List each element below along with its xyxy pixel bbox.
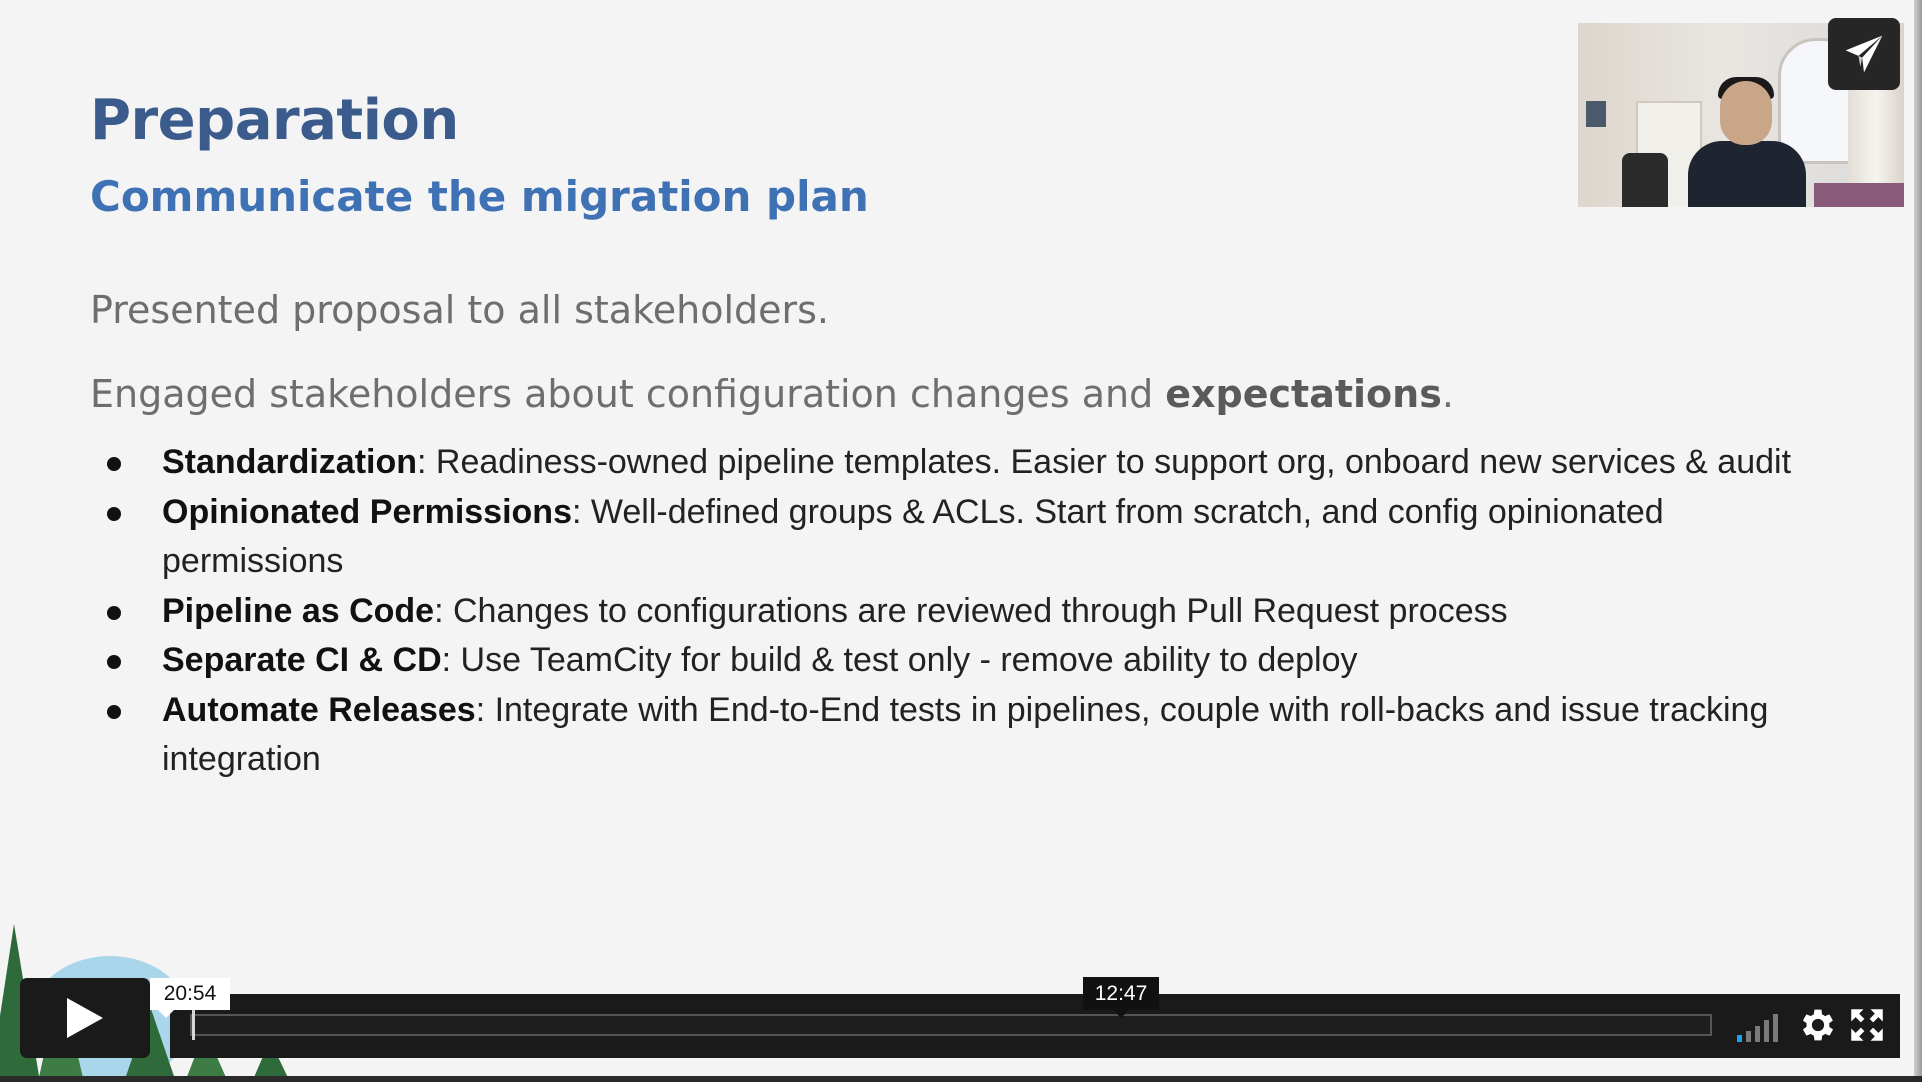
bullet-item: Pipeline as Code: Changes to configurations are reviewed through Pull Request process bbox=[100, 587, 1820, 637]
webcam-picture-frame bbox=[1586, 101, 1606, 127]
bullet-dot bbox=[107, 606, 121, 620]
volume-bar bbox=[1773, 1014, 1778, 1042]
progress-bar[interactable] bbox=[190, 1014, 1712, 1036]
volume-bar bbox=[1764, 1020, 1769, 1042]
frame-edge bbox=[1914, 0, 1922, 1082]
volume-bars-icon[interactable] bbox=[1735, 1008, 1785, 1044]
slide-paragraph: Engaged stakeholders about configuration changes and expectations. bbox=[90, 372, 1454, 416]
bullet-item: Automate Releases: Integrate with End-to-End tests in pipelines, couple with roll-backs and issue tracking integration bbox=[100, 686, 1820, 785]
bullet-dot bbox=[107, 507, 121, 521]
presenter-body bbox=[1688, 141, 1806, 207]
emphasis-text: expectations bbox=[1165, 372, 1442, 416]
volume-bar bbox=[1737, 1035, 1742, 1042]
slide-title: Preparation bbox=[90, 88, 459, 153]
playhead[interactable] bbox=[192, 1010, 195, 1040]
bullet-item: Opinionated Permissions: Well-defined groups & ACLs. Start from scratch, and config opinionated permissions bbox=[100, 488, 1820, 587]
gear-icon[interactable] bbox=[1797, 1004, 1839, 1046]
bullet-dot bbox=[107, 655, 121, 669]
slide-paragraph: Presented proposal to all stakeholders. bbox=[90, 288, 830, 332]
volume-bar bbox=[1746, 1031, 1751, 1042]
control-bar bbox=[170, 994, 1900, 1058]
bullet-list bbox=[100, 438, 1820, 785]
webcam-sofa bbox=[1814, 183, 1904, 207]
frame-edge bbox=[0, 1076, 1922, 1082]
paper-plane-icon bbox=[1842, 32, 1886, 76]
fullscreen-icon[interactable] bbox=[1846, 1004, 1888, 1046]
hover-time-tooltip: 12:47 bbox=[1083, 977, 1159, 1010]
share-button[interactable] bbox=[1828, 18, 1900, 90]
webcam-chair bbox=[1622, 153, 1668, 207]
bullet-item: Separate CI & CD: Use TeamCity for build & test only - remove ability to deploy bbox=[100, 636, 1820, 686]
slide-subtitle: Communicate the migration plan bbox=[90, 172, 869, 221]
play-button[interactable] bbox=[20, 978, 150, 1058]
presenter-head bbox=[1720, 81, 1772, 145]
play-icon bbox=[65, 996, 105, 1040]
bullet-dot bbox=[107, 457, 121, 471]
current-time-tooltip: 20:54 bbox=[150, 978, 230, 1010]
volume-bar bbox=[1755, 1026, 1760, 1042]
bullet-item: Standardization: Readiness-owned pipeline templates. Easier to support org, onboard new services & audit bbox=[100, 438, 1820, 488]
bullet-dot bbox=[107, 705, 121, 719]
